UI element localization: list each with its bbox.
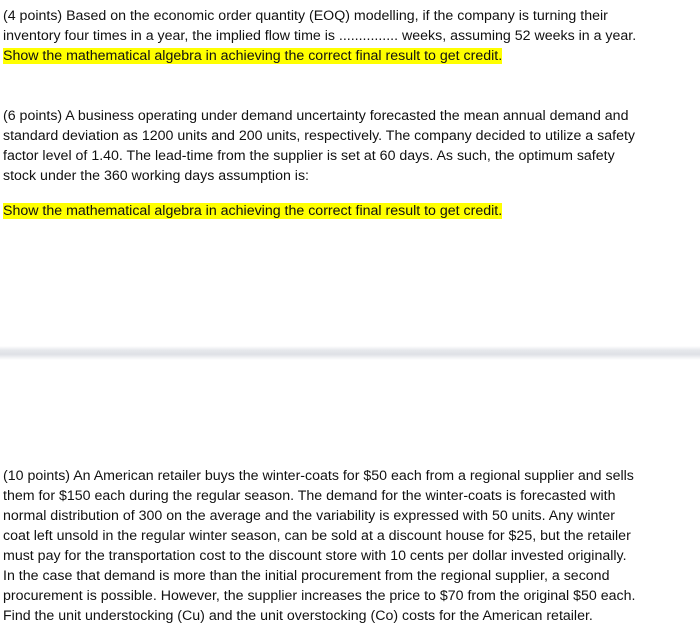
question-1-line: (4 points) Based on the economic order quantity (EOQ) modelling, if the company is turning their	[3, 8, 608, 24]
question-3-text	[3, 466, 641, 626]
question-1-text	[3, 6, 641, 46]
question-1-line: inventory four times in a year, the implied flow time is ............... weeks, assuming 52 weeks in a year.	[3, 28, 637, 44]
question-2-line: standard deviation as 1200 units and 200 units, respectively. The company decided to utilize a safety	[3, 128, 635, 144]
question-3-line: normal distribution of 300 on the average and the variability is expressed with 50 units. Any winter	[3, 508, 615, 524]
page-separator	[0, 346, 700, 360]
question-2-line: (6 points) A business operating under demand uncertainty forecasted the mean annual demand and	[3, 108, 629, 124]
question-2-instruction	[3, 201, 641, 221]
question-1-instruction	[3, 46, 641, 66]
question-3-line: coat left unsold in the regular winter season, can be sold at a discount house for $25, but the retailer	[3, 528, 631, 544]
question-2-line: factor level of 1.40. The lead-time from the supplier is set at 60 days. As such, the optimum safety	[3, 148, 615, 164]
question-3-line: procurement is possible. However, the supplier increases the price to $70 from the original $50 each.	[3, 588, 636, 604]
question-2-line: stock under the 360 working days assumption is:	[3, 168, 309, 184]
question-3-line: (10 points) An American retailer buys the winter-coats for $50 each from a regional supplier and sells	[3, 468, 634, 484]
question-1-highlight: Show the mathematical algebra in achieving the correct final result to get credit.	[3, 48, 503, 64]
question-3-line: Find the unit understocking (Cu) and the unit overstocking (Co) costs for the American retailer.	[3, 608, 593, 624]
question-3-line: them for $150 each during the regular season. The demand for the winter-coats is forecasted with	[3, 488, 616, 504]
question-2-text	[3, 106, 641, 186]
question-3-line: In the case that demand is more than the initial procurement from the regional supplier, a second	[3, 568, 610, 584]
question-2-highlight: Show the mathematical algebra in achieving the correct final result to get credit.	[3, 203, 503, 219]
question-3-line: must pay for the transportation cost to the discount store with 10 cents per dollar invested originally.	[3, 548, 627, 564]
